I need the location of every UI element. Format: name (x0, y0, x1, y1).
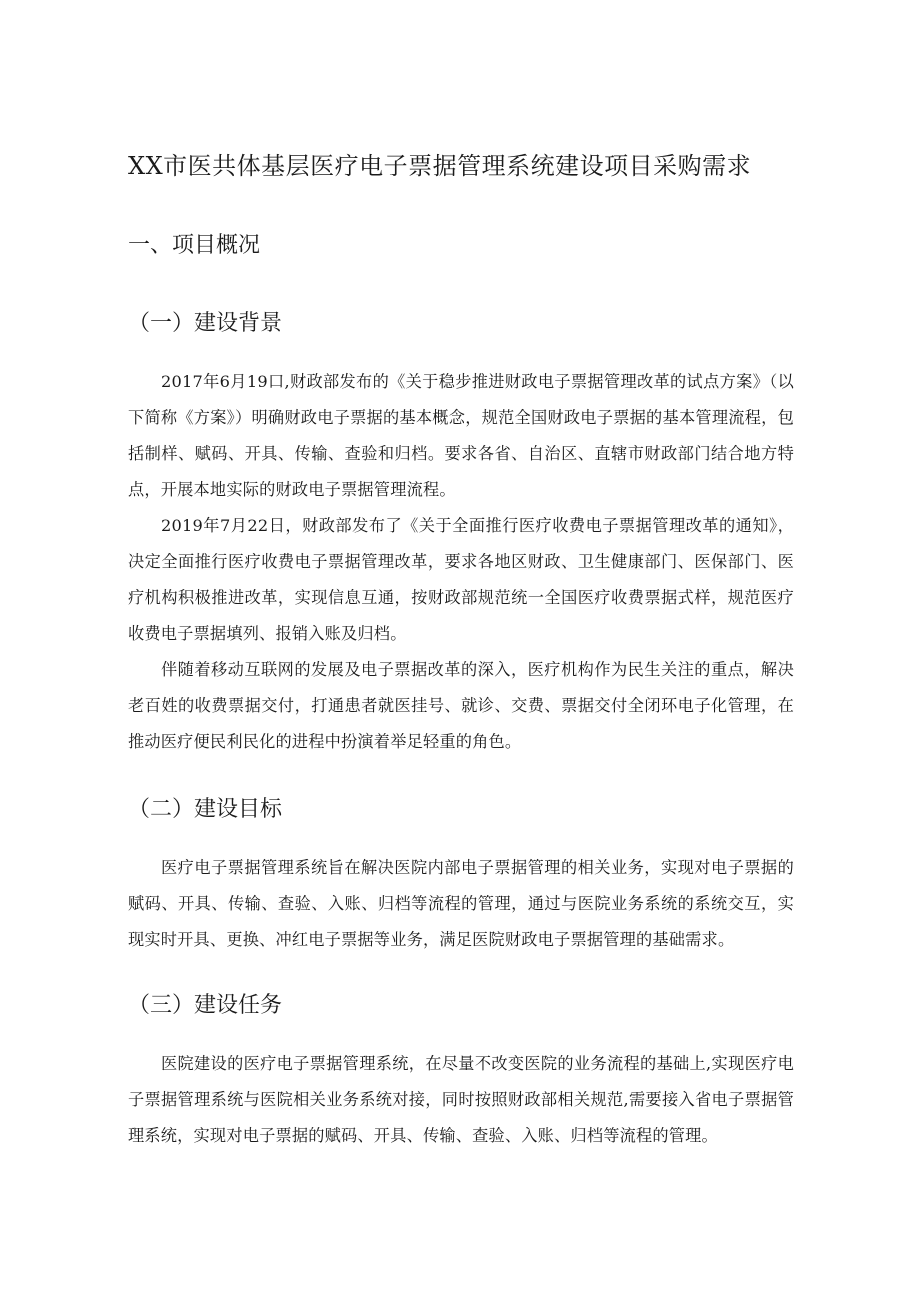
subsection-heading-tasks: （三）建设任务 (128, 993, 283, 1018)
paragraph-tasks-1: 医院建设的医疗电子票据管理系统，在尽量不改变医院的业务流程的基础上,实现医疗电子票据管理系统与医院相关业务系统对接，同时按照财政部相关规范,需要接入省电子票据管理系统，实现对电子票据的赋码、开具、传输、查验、入账、归档等流程的管理。 (128, 1054, 794, 1145)
subsection-heading-goals: （二）建设目标 (128, 797, 283, 822)
paragraph-background-1: 2017年6月19口,财政部发布的《关于稳步推进财政电子票据管理改革的试点方案》（以下简称《方案》）明确财政电子票据的基本概念，规范全国财政电子票据的基本管理流程，包括制样、赋码、开具、传输、查验和归档。要求各省、自治区、直辖市财政部门结合地方特点，开展本地实际的财政电子票据管理流程。 (128, 372, 794, 499)
paragraph-goals-1: 医疗电子票据管理系统旨在解决医院内部电子票据管理的相关业务，实现对电子票据的赋码、开具、传输、查验、入账、归档等流程的管理，通过与医院业务系统的系统交互，实现实时开具、更换、冲红电子票据等业务，满足医院财政电子票据管理的基础需求。 (128, 858, 794, 949)
subsection-heading-background: （一）建设背景 (128, 311, 283, 336)
document-title: XX市医共体基层医疗电子票据管理系统建设项目采购需求 (128, 152, 752, 180)
section-heading-project-overview: 一、项目概况 (128, 233, 261, 258)
paragraph-background-3: 伴随着移动互联网的发展及电子票据改革的深入，医疗机构作为民生关注的重点，解决老百姓的收费票据交付，打通患者就医挂号、就诊、交费、票据交付全闭环电子化管理，在推动医疗便民利民化的进程中扮演着举足轻重的角色。 (128, 660, 794, 751)
paragraph-background-2: 2019年7月22日，财政部发布了《关于全面推行医疗收费电子票据管理改革的通知》，决定全面推行医疗收费电子票据管理改革，要求各地区财政、卫生健康部门、医保部门、医疗机构积极推进改革，实现信息互通，按财政部规范统一全国医疗收费票据式样，规范医疗收费电子票据填列、报销入账及归档。 (128, 516, 794, 643)
